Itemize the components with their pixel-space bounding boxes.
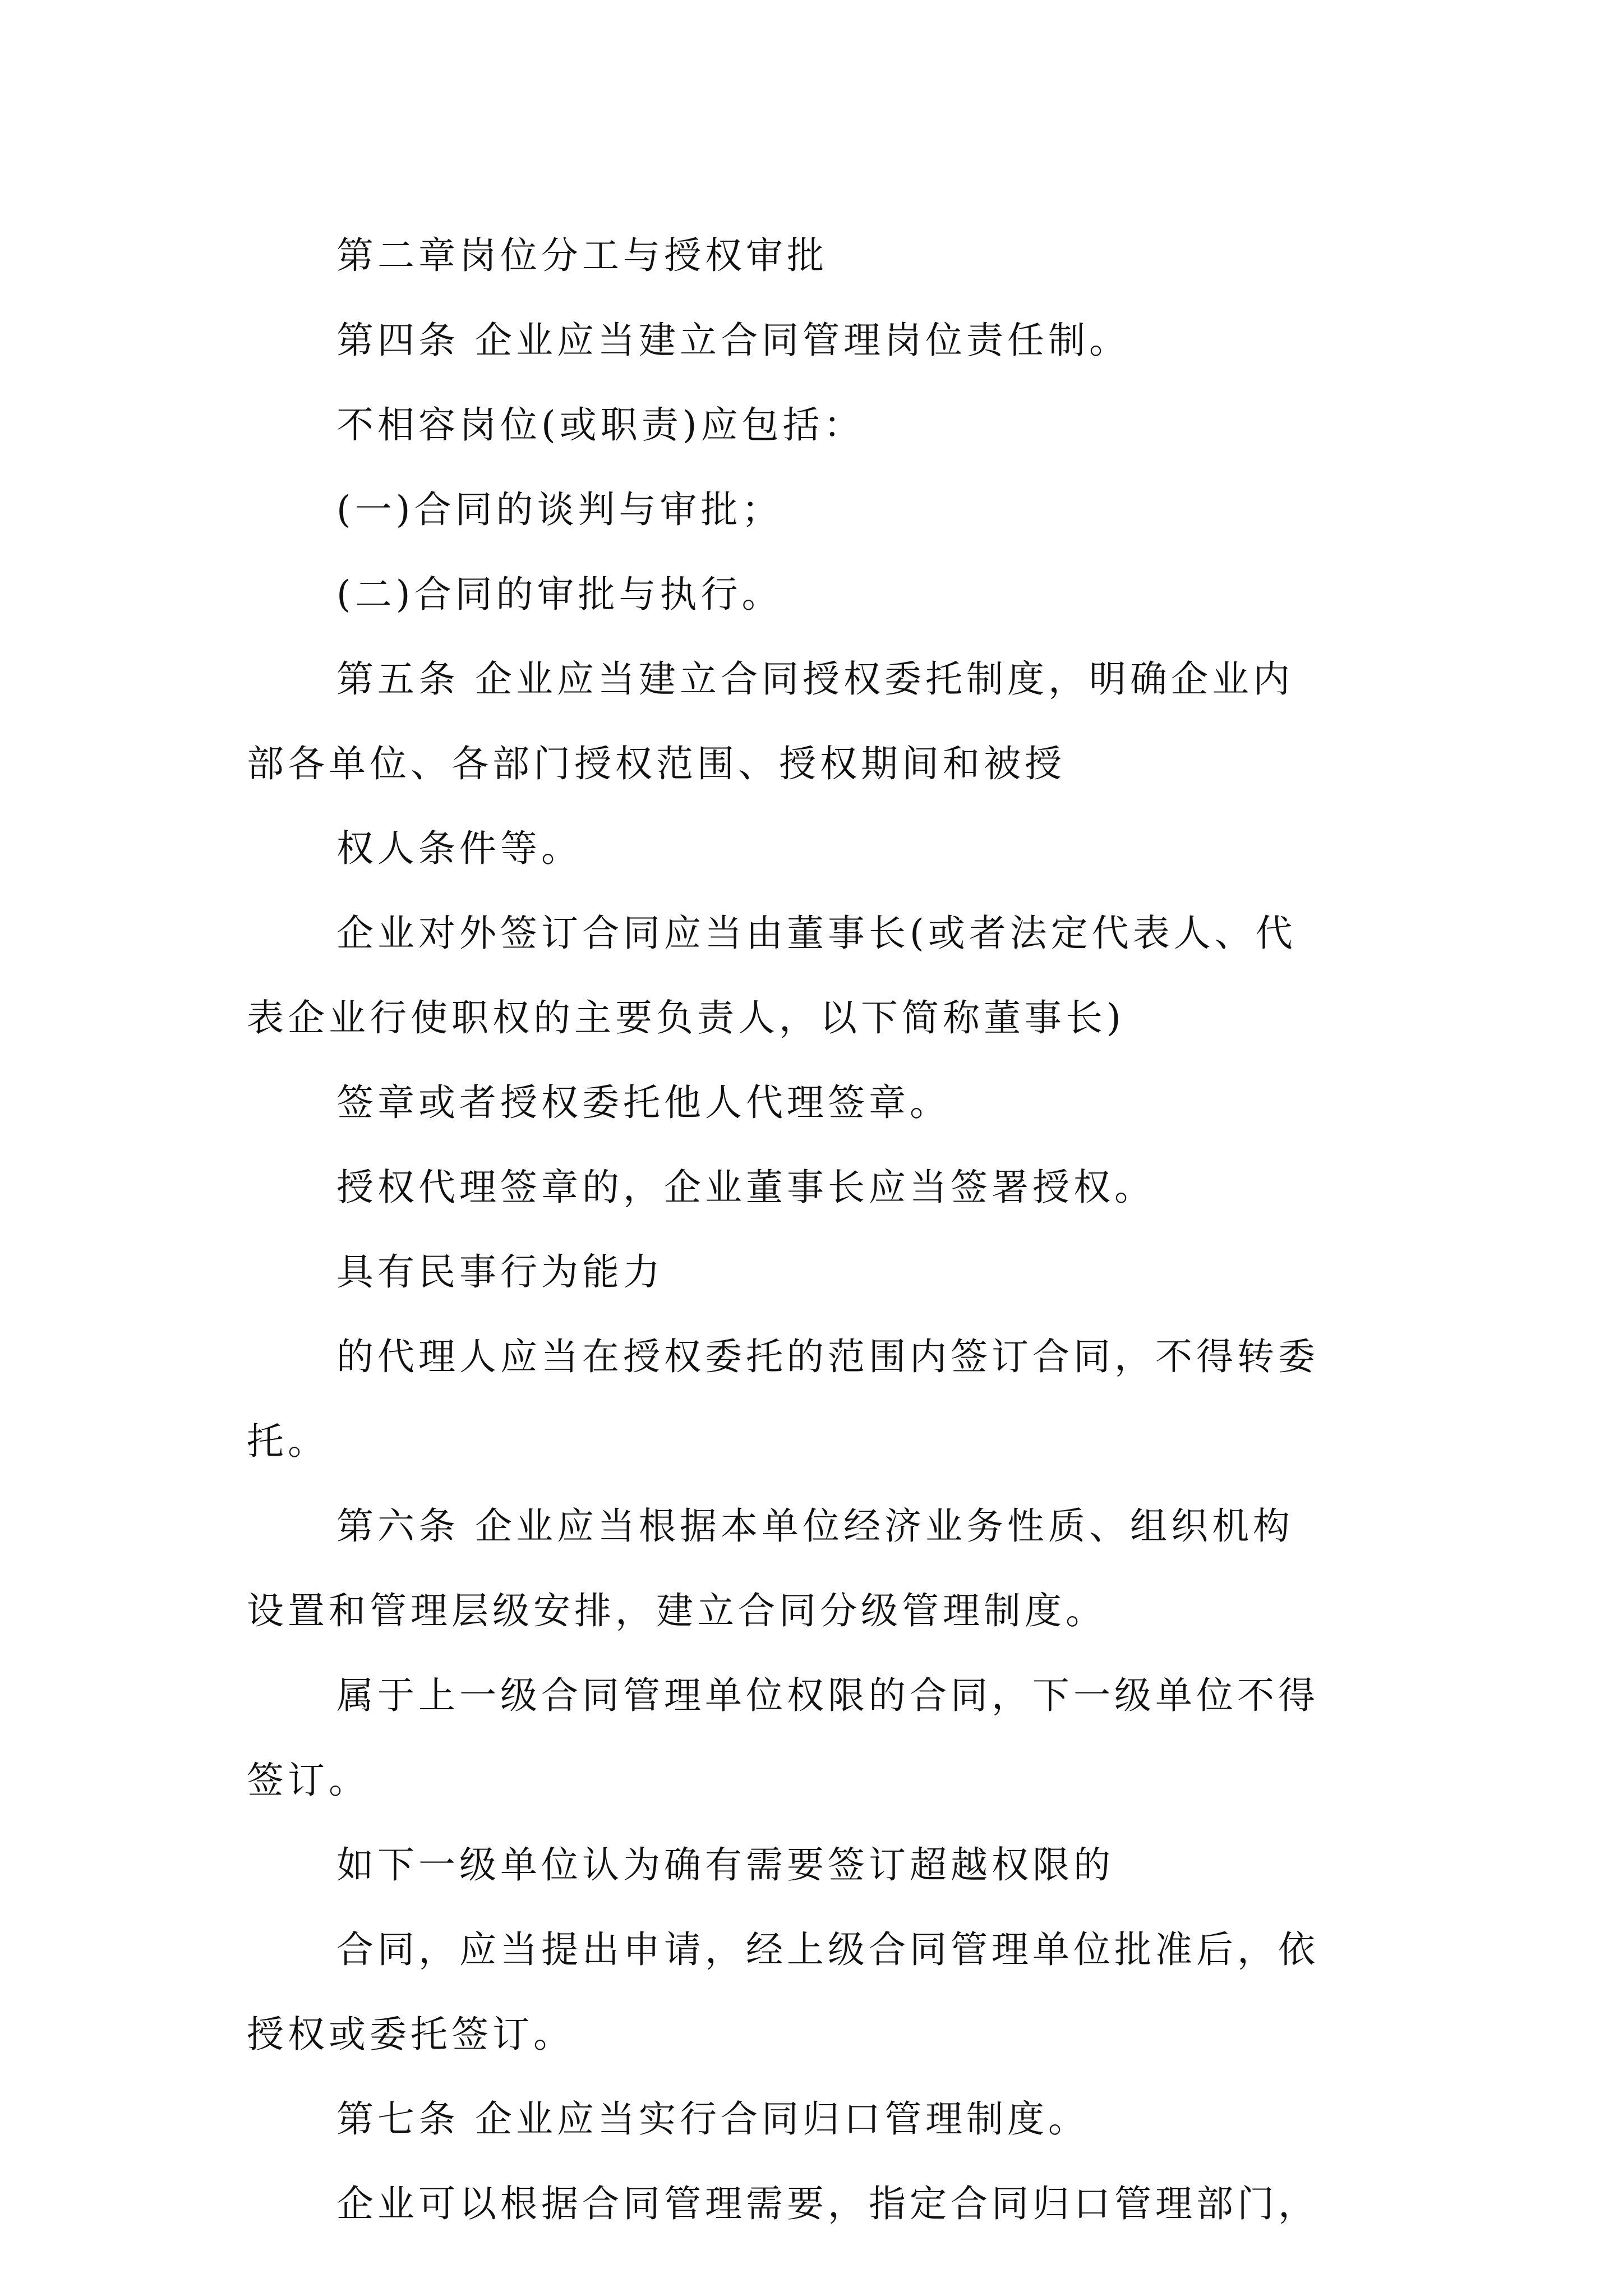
paragraph-line: 企业可以根据合同管理需要，指定合同归口管理部门， [336,2182,1319,2225]
paragraph-line: 合同，应当提出申请，经上级合同管理单位批准后，依 [336,1928,1319,1971]
paragraph-line: 第七条 企业应当实行合同归口管理制度。 [336,2097,1089,2141]
paragraph-line: 第四条 企业应当建立合同管理岗位责任制。 [336,319,1130,362]
paragraph-line: 不相容岗位(或职责)应包括： [336,403,865,447]
paragraph-line: 第五条 企业应当建立合同授权委托制度，明确企业内 [336,657,1294,701]
paragraph-line: 签订。 [247,1759,370,1802]
paragraph-line: 托。 [247,1420,329,1463]
paragraph-line: 企业对外签订合同应当由董事长(或者法定代表人、代 [336,912,1297,955]
paragraph-line: 表企业行使职权的主要负责人，以下简称董事长) [247,996,1125,1039]
paragraph-line: 具有民事行为能力 [336,1250,664,1294]
document-body [247,213,1391,2246]
paragraph-line: 授权或委托签订。 [247,2013,574,2056]
list-item: (二)合同的审批与执行。 [336,573,783,616]
paragraph-line: 签章或者授权委托他人代理签章。 [336,1081,951,1124]
paragraph-line: 设置和管理层级安排，建立合同分级管理制度。 [247,1589,1106,1632]
paragraph-line: 如下一级单位认为确有需要签订超越权限的 [336,1843,1114,1887]
chapter-heading: 第二章岗位分工与授权审批 [336,234,828,277]
paragraph-line: 第六条 企业应当根据本单位经济业务性质、组织机构 [336,1504,1294,1548]
list-item: (一)合同的谈判与审批； [336,488,783,531]
paragraph-line: 权人条件等。 [336,827,582,870]
paragraph-line: 部各单位、各部门授权范围、授权期间和被授 [247,742,1066,785]
paragraph-line: 授权代理签章的，企业董事长应当签署授权。 [336,1166,1155,1209]
paragraph-line: 的代理人应当在授权委托的范围内签订合同，不得转委 [336,1335,1319,1378]
paragraph-line: 属于上一级合同管理单位权限的合同，下一级单位不得 [336,1674,1319,1717]
